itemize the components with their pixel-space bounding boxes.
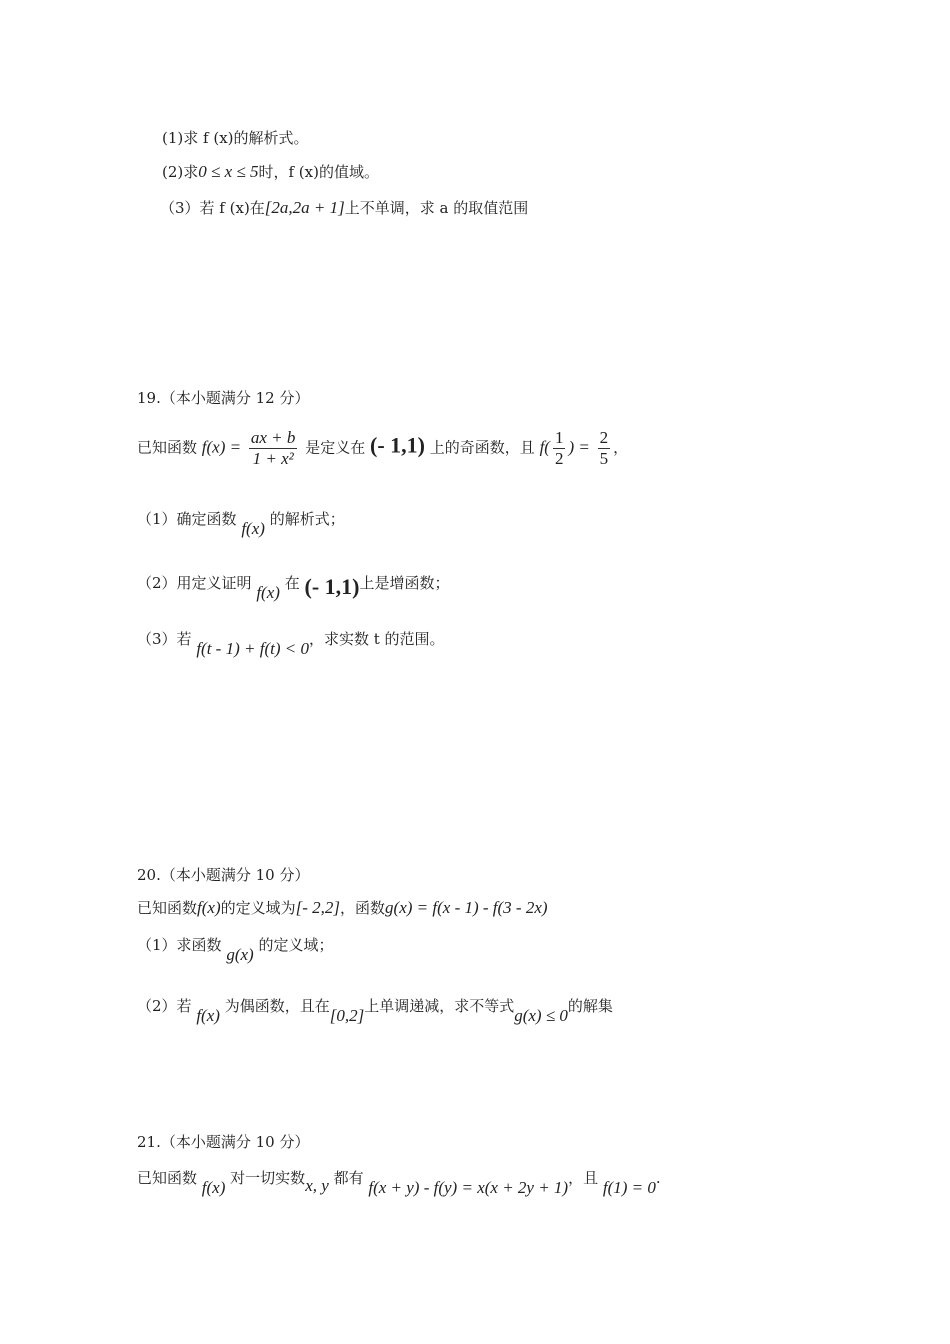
q20-heading: 20.（本小题满分 10 分） [137, 866, 310, 884]
q18-part3: （3）若 f (x)在[2a,2a + 1]上不单调，求 a 的取值范围 [160, 198, 529, 217]
q19-intro: 已知函数 f(x) = $\frac{ax + b}{\text{1 + x²}}$ 是定义在 (- 1,1) 上的奇函数，且 f( $\frac{1}{2}$ ) = $\frac{2}{5}$ ， [137, 428, 629, 468]
q20-intro: 已知函数f(x)的定义域为[- 2,2]，函数g(x) = f(x - 1) - f(3 - 2x) [137, 898, 548, 917]
q19-part1: （1）确定函数 f(x) 的解析式； [137, 510, 345, 538]
q19-part2: （2）用定义证明 f(x) 在 (- 1,1)上是增函数； [137, 574, 450, 602]
q18-part2: (2)求0 ≤ x ≤ 5时，f (x)的值域。 [162, 162, 379, 181]
q20-part1: （1）求函数 g(x) 的定义域； [137, 936, 334, 964]
q21-heading: 21.（本小题满分 10 分） [137, 1133, 310, 1151]
q19-heading: 19.（本小题满分 12 分） [137, 389, 310, 407]
q18-part1: (1)求 f (x)的解析式。 [162, 129, 309, 147]
q21-intro: 已知函数 f(x) 对一切实数x, y 都有 f(x + y) - f(y) = x(x + 2y + 1)，且 f(1) = 0. [137, 1169, 661, 1197]
q20-part2: （2）若 f(x) 为偶函数，且在[0,2]上单调递减，求不等式g(x) ≤ 0的解集 [137, 997, 613, 1025]
q19-part3: （3）若 f(t - 1) + f(t) < 0，求实数 t 的范围。 [137, 630, 445, 658]
